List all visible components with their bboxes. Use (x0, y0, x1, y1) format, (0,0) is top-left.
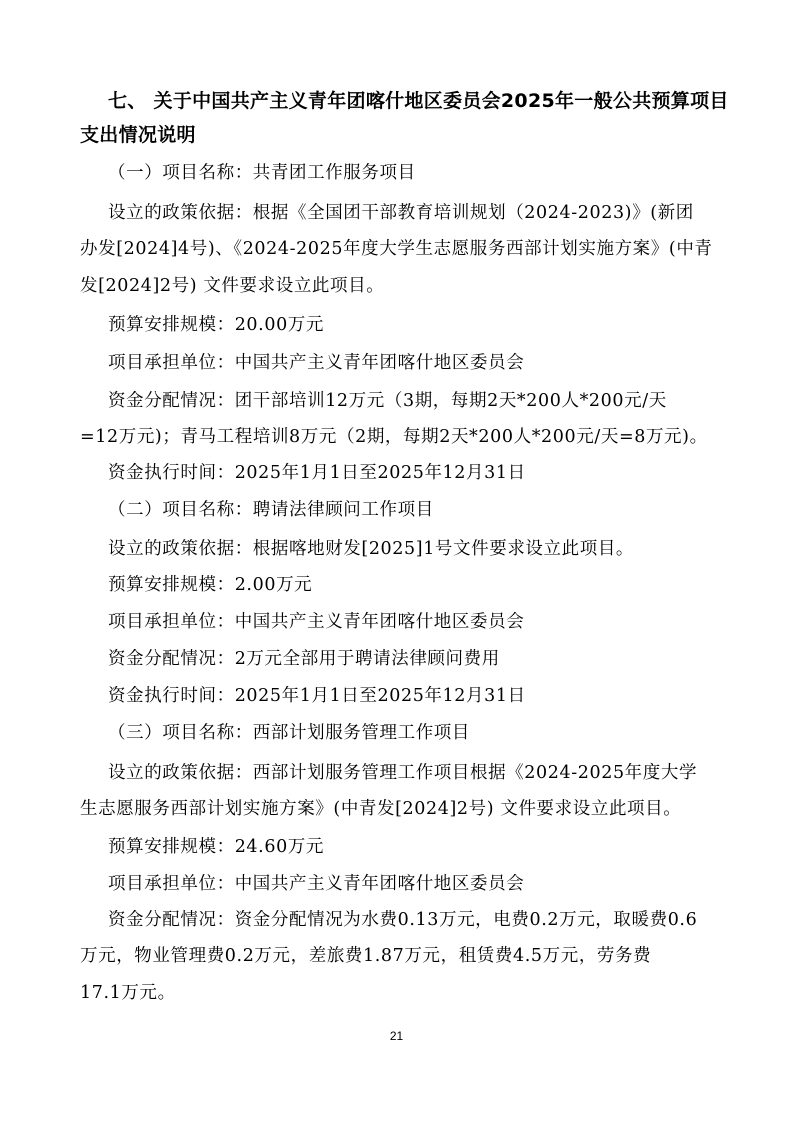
project-2-heading: （二）项目名称：聘请法律顾问工作项目 (108, 500, 434, 520)
project-1-period: 资金执行时间：2025年1月1日至2025年12月31日 (108, 463, 526, 483)
project-1-basis-line-2: 办发[2024]4号)、《2024-2025年度大学生志愿服务西部计划实施方案》(中青 (80, 239, 713, 259)
page-number: 21 (389, 1029, 404, 1043)
project-2-period: 资金执行时间：2025年1月1日至2025年12月31日 (108, 686, 526, 706)
project-1-unit: 项目承担单位：中国共产主义青年团喀什地区委员会 (108, 353, 525, 373)
project-1-basis-line-1: 设立的政策依据：根据《全国团干部教育培训规划（2024-2023)》(新团 (108, 203, 694, 223)
project-1-allocation-line-2: =12万元)；青马工程培训8万元（2期，每期2天*200人*200元/天=8万元)。 (80, 427, 708, 447)
project-3-budget: 预算安排规模：24.60万元 (108, 837, 324, 857)
project-3-allocation-line-3: 17.1万元。 (80, 983, 176, 1003)
project-3-allocation-line-2: 万元，物业管理费0.2万元，差旅费1.87万元，租赁费4.5万元，劳务费 (80, 946, 652, 966)
project-1-budget: 预算安排规模：20.00万元 (108, 315, 324, 335)
project-3-unit: 项目承担单位：中国共产主义青年团喀什地区委员会 (108, 874, 525, 894)
project-3-heading: （三）项目名称：西部计划服务管理工作项目 (108, 723, 470, 743)
project-3-allocation-line-1: 资金分配情况：资金分配情况为水费0.13万元，电费0.2万元，取暖费0.6 (108, 910, 698, 930)
project-2-budget: 预算安排规模：2.00万元 (108, 575, 313, 595)
project-2-allocation-line-1: 资金分配情况：2万元全部用于聘请法律顾问费用 (108, 649, 500, 669)
project-1-heading: （一）项目名称：共青团工作服务项目 (108, 163, 416, 183)
project-3-basis-line-2: 生志愿服务西部计划实施方案》(中青发[2024]2号) 文件要求设立此项目。 (80, 799, 682, 819)
project-1-allocation-line-1: 资金分配情况：团干部培训12万元（3期，每期2天*200人*200元/天 (108, 391, 667, 411)
section-title-line-2: 支出情况说明 (80, 124, 196, 146)
project-1-basis-line-3: 发[2024]2号) 文件要求设立此项目。 (80, 276, 385, 296)
project-2-unit: 项目承担单位：中国共产主义青年团喀什地区委员会 (108, 612, 525, 632)
section-title-line-1: 七、 关于中国共产主义青年团喀什地区委员会2025年一般公共预算项目 (108, 90, 729, 112)
project-3-basis-line-1: 设立的政策依据：西部计划服务管理工作项目根据《2024-2025年度大学 (108, 763, 698, 783)
project-2-basis-line-1: 设立的政策依据：根据喀地财发[2025]1号文件要求设立此项目。 (108, 539, 635, 559)
